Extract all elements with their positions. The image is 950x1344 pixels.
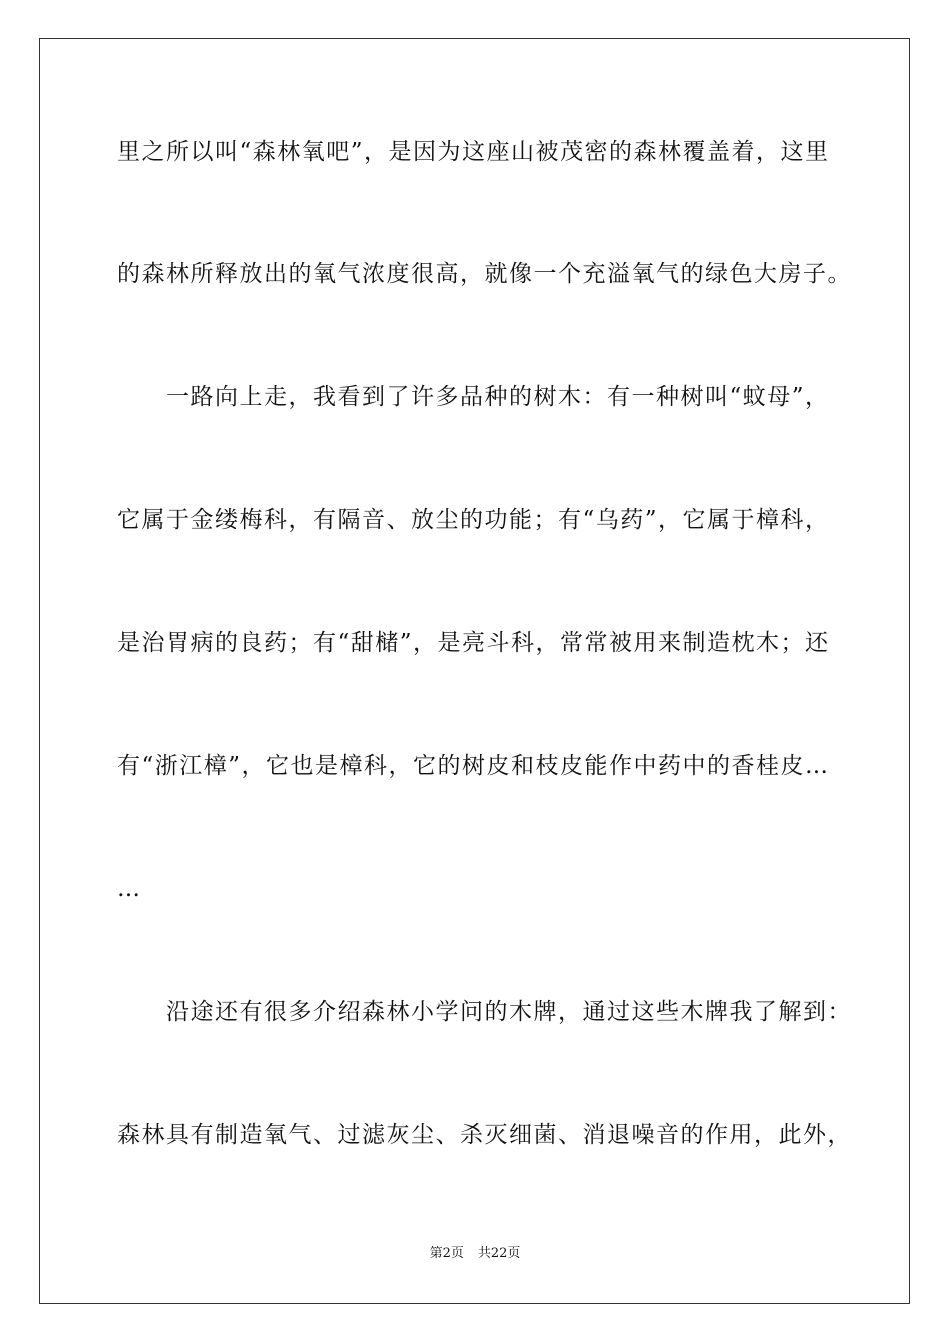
text-line: 里之所以叫“森林氧吧”，是因为这座山被茂密的森林覆盖着，这里 [117,139,830,165]
text-line: 森林具有制造氧气、过滤灰尘、杀灭细菌、消退噪音的作用，此外， [117,1122,852,1148]
text-line: 是治胃病的良药；有“甜槠”，是亮斗科，常常被用来制造枕木；还 [117,630,830,656]
text-line: 的森林所释放出的氧气浓度很高，就像一个充溢氧气的绿色大房子。 [117,261,852,287]
page-total: 共22页 [477,1246,521,1261]
text-line: 沿途还有很多介绍森林小学问的木牌，通过这些木牌我了解到： [117,999,852,1025]
text-line: 一路向上走，我看到了许多品种的树木：有一种树叫“蚊母”， [117,384,830,410]
page-footer [0,1246,950,1262]
text-line: 有“浙江樟”，它也是樟科，它的树皮和枝皮能作中药中的香桂皮… [117,753,830,779]
page-border [39,38,910,1304]
page-number: 第2页 [429,1246,464,1261]
text-line: … [117,876,142,902]
text-line: 它属于金缕梅科，有隔音、放尘的功能；有“乌药”，它属于樟科， [117,507,830,533]
